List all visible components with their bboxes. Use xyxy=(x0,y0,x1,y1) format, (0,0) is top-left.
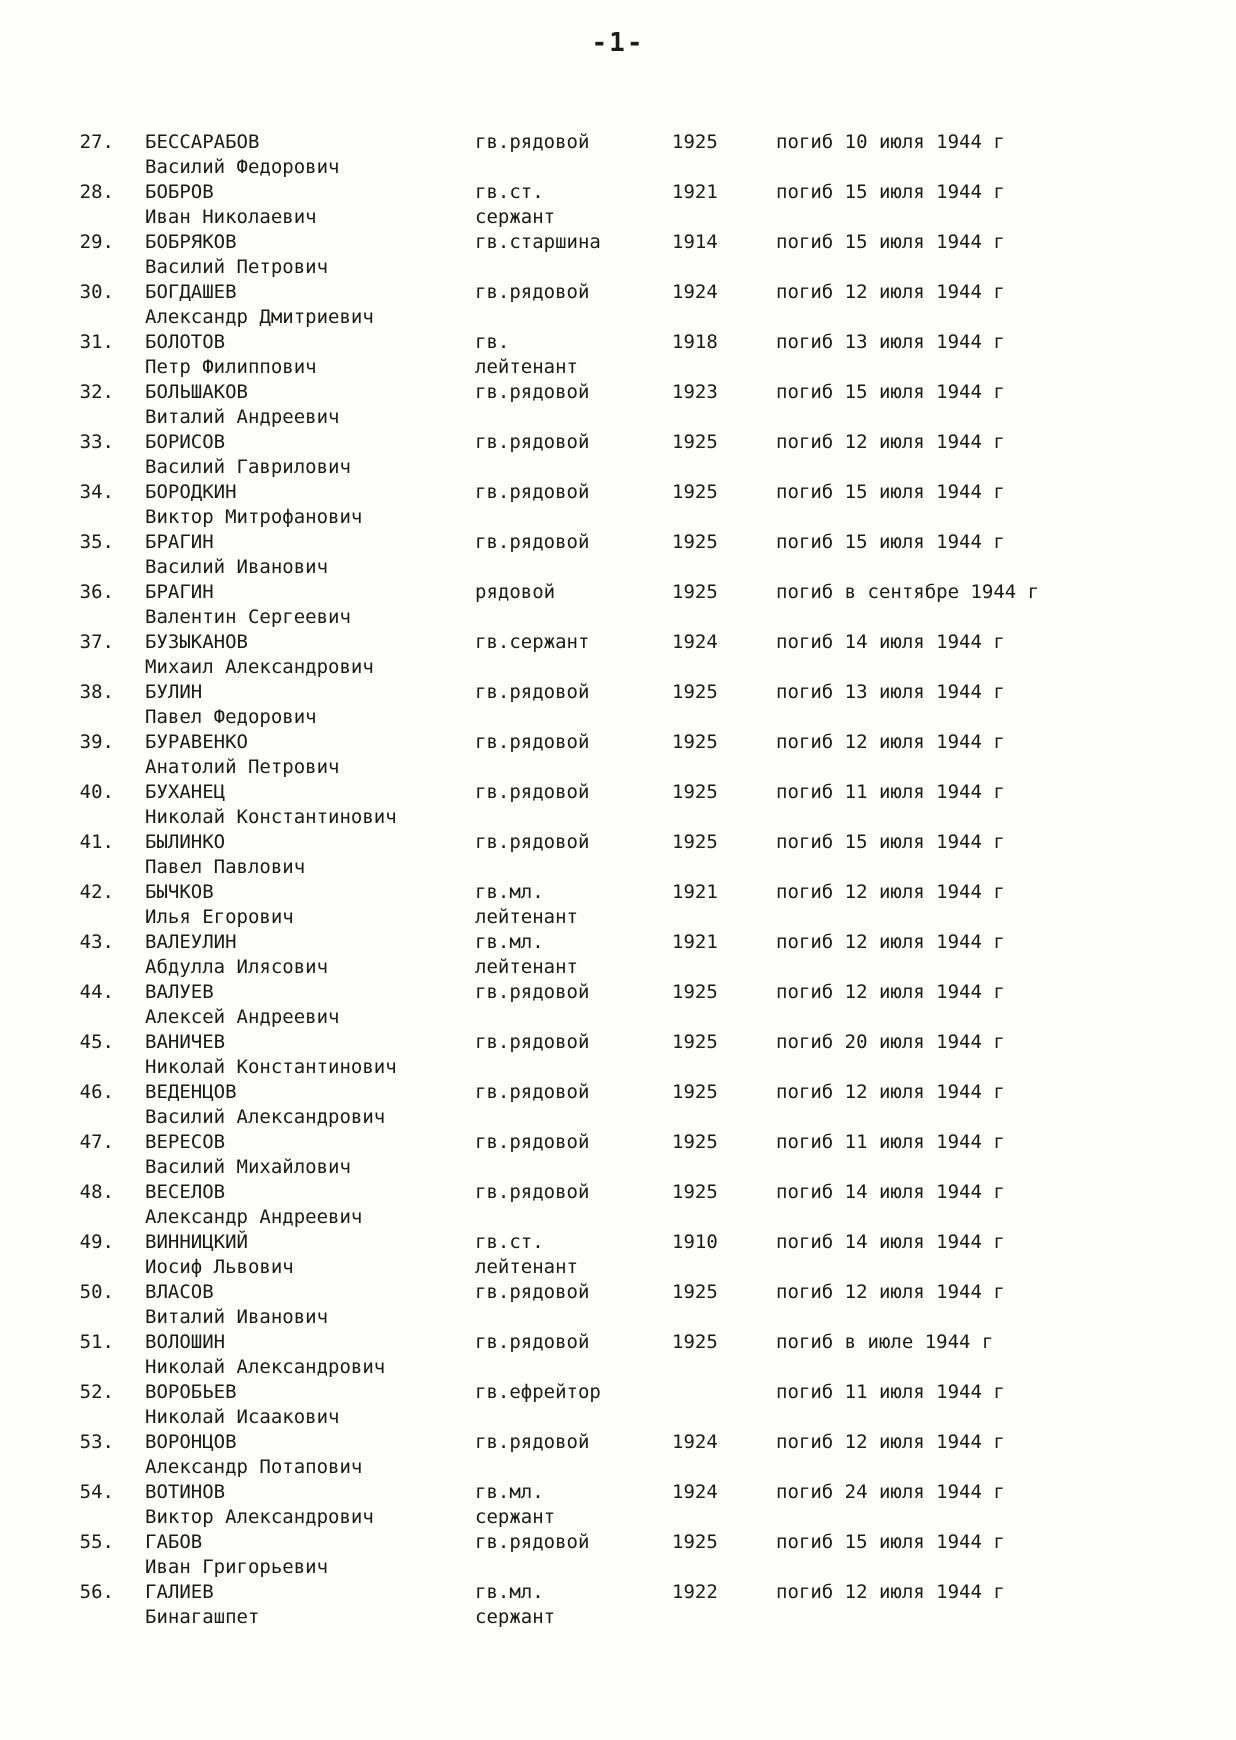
list-item xyxy=(0,580,1236,630)
entry-rank: гв.рядовой xyxy=(475,831,590,853)
entry-fate: погиб 12 июля 1944 г xyxy=(776,281,1005,303)
entry-fate: погиб 12 июля 1944 г xyxy=(776,1081,1005,1103)
list-item xyxy=(0,1080,1236,1130)
entry-rank: гв.рядовой xyxy=(475,981,590,1003)
entry-surname: БУЗЫКАНОВ xyxy=(145,631,248,653)
entry-given-names: Петр Филиппович xyxy=(145,356,317,378)
entry-number: 38. xyxy=(79,681,114,703)
entry-rank: гв.рядовой xyxy=(475,1031,590,1053)
entry-rank: гв.мл. xyxy=(475,931,544,953)
entry-number: 51. xyxy=(79,1331,114,1353)
entry-fate: погиб 12 июля 1944 г xyxy=(776,981,1005,1003)
entry-birth-year: 1925 xyxy=(672,981,718,1003)
entry-given-names: Алексей Андреевич xyxy=(145,1006,340,1028)
entry-fate: погиб 14 июля 1944 г xyxy=(776,631,1005,653)
entry-number: 49. xyxy=(79,1231,114,1253)
entry-birth-year: 1925 xyxy=(672,1281,718,1303)
entry-rank: гв.рядовой xyxy=(475,1131,590,1153)
list-item xyxy=(0,1430,1236,1480)
entry-rank: гв.старшина xyxy=(475,231,601,253)
entry-fate: погиб 13 июля 1944 г xyxy=(776,331,1005,353)
entry-birth-year: 1925 xyxy=(672,831,718,853)
entry-given-names: Абдулла Илясович xyxy=(145,956,329,978)
entry-number: 29. xyxy=(79,231,114,253)
entry-birth-year: 1925 xyxy=(672,481,718,503)
entry-rank: гв.рядовой xyxy=(475,131,590,153)
entry-given-names: Виталий Иванович xyxy=(145,1306,329,1328)
entry-rank: гв.ефрейтор xyxy=(475,1381,601,1403)
entry-given-names: Александр Андреевич xyxy=(145,1206,363,1228)
list-item xyxy=(0,1530,1236,1580)
list-item xyxy=(0,630,1236,680)
entry-number: 36. xyxy=(79,581,114,603)
entry-rank-continued: сержант xyxy=(475,206,556,228)
entry-birth-year: 1925 xyxy=(672,131,718,153)
entry-surname: ВОТИНОВ xyxy=(145,1481,226,1503)
entry-fate: погиб 12 июля 1944 г xyxy=(776,431,1005,453)
list-item xyxy=(0,280,1236,330)
entry-number: 47. xyxy=(79,1131,114,1153)
entry-fate: погиб 13 июля 1944 г xyxy=(776,681,1005,703)
entry-surname: БОРОДКИН xyxy=(145,481,237,503)
entry-birth-year: 1925 xyxy=(672,581,718,603)
entry-rank: гв.рядовой xyxy=(475,531,590,553)
entry-number: 50. xyxy=(79,1281,114,1303)
entry-fate: погиб 14 июля 1944 г xyxy=(776,1231,1005,1253)
entry-fate: погиб в июле 1944 г xyxy=(776,1331,994,1353)
entry-number: 55. xyxy=(79,1531,114,1553)
entry-number: 33. xyxy=(79,431,114,453)
entry-fate: погиб 10 июля 1944 г xyxy=(776,131,1005,153)
list-item xyxy=(0,330,1236,380)
entry-number: 42. xyxy=(79,881,114,903)
entry-given-names: Николай Исаакович xyxy=(145,1406,340,1428)
entry-number: 45. xyxy=(79,1031,114,1053)
entry-number: 35. xyxy=(79,531,114,553)
entry-number: 48. xyxy=(79,1181,114,1203)
entry-given-names: Василий Гаврилович xyxy=(145,456,351,478)
entry-given-names: Бинагашпет xyxy=(145,1606,260,1628)
entry-birth-year: 1925 xyxy=(672,1031,718,1053)
entry-number: 34. xyxy=(79,481,114,503)
entry-given-names: Александр Дмитриевич xyxy=(145,306,374,328)
entry-surname: ВЕРЕСОВ xyxy=(145,1131,226,1153)
list-item xyxy=(0,130,1236,180)
entry-number: 53. xyxy=(79,1431,114,1453)
entry-given-names: Виктор Александрович xyxy=(145,1506,374,1528)
entry-birth-year: 1925 xyxy=(672,731,718,753)
entry-rank: гв.рядовой xyxy=(475,1081,590,1103)
entry-given-names: Иван Григорьевич xyxy=(145,1556,329,1578)
entry-number: 46. xyxy=(79,1081,114,1103)
list-item xyxy=(0,880,1236,930)
list-item xyxy=(0,1380,1236,1430)
entry-surname: ВАЛУЕВ xyxy=(145,981,214,1003)
entry-fate: погиб 15 июля 1944 г xyxy=(776,181,1005,203)
list-item xyxy=(0,680,1236,730)
entry-birth-year: 1924 xyxy=(672,1481,718,1503)
entry-rank-continued: лейтенант xyxy=(475,956,578,978)
entry-rank: гв.рядовой xyxy=(475,731,590,753)
entry-rank: гв.сержант xyxy=(475,631,590,653)
entry-rank: гв.рядовой xyxy=(475,681,590,703)
entry-birth-year: 1921 xyxy=(672,181,718,203)
list-item xyxy=(0,930,1236,980)
list-item xyxy=(0,480,1236,530)
list-item xyxy=(0,1030,1236,1080)
entry-fate: погиб 12 июля 1944 г xyxy=(776,931,1005,953)
entry-number: 31. xyxy=(79,331,114,353)
entry-surname: ВИННИЦКИЙ xyxy=(145,1231,248,1253)
entry-given-names: Василий Александрович xyxy=(145,1106,386,1128)
entry-rank: гв.рядовой xyxy=(475,1531,590,1553)
entry-rank: гв.рядовой xyxy=(475,481,590,503)
entry-given-names: Николай Александрович xyxy=(145,1356,386,1378)
entry-given-names: Илья Егорович xyxy=(145,906,294,928)
entry-birth-year: 1921 xyxy=(672,931,718,953)
list-item xyxy=(0,830,1236,880)
entry-fate: погиб 24 июля 1944 г xyxy=(776,1481,1005,1503)
entry-surname: БРАГИН xyxy=(145,531,214,553)
list-item xyxy=(0,980,1236,1030)
entry-fate: погиб 12 июля 1944 г xyxy=(776,731,1005,753)
entry-fate: погиб 15 июля 1944 г xyxy=(776,531,1005,553)
entry-fate: погиб 12 июля 1944 г xyxy=(776,1281,1005,1303)
entry-birth-year: 1910 xyxy=(672,1231,718,1253)
entry-number: 32. xyxy=(79,381,114,403)
entry-rank: гв.мл. xyxy=(475,1481,544,1503)
entry-given-names: Николай Константинович xyxy=(145,1056,397,1078)
list-item xyxy=(0,1330,1236,1380)
entry-rank: гв.рядовой xyxy=(475,381,590,403)
list-item xyxy=(0,1480,1236,1530)
list-item xyxy=(0,730,1236,780)
entry-fate: погиб 11 июля 1944 г xyxy=(776,1381,1005,1403)
entry-rank-continued: лейтенант xyxy=(475,1256,578,1278)
entry-birth-year: 1924 xyxy=(672,281,718,303)
entry-given-names: Александр Потапович xyxy=(145,1456,363,1478)
entry-fate: погиб 15 июля 1944 г xyxy=(776,1531,1005,1553)
entry-fate: погиб 20 июля 1944 г xyxy=(776,1031,1005,1053)
entry-rank-continued: лейтенант xyxy=(475,356,578,378)
entry-surname: ВОРОНЦОВ xyxy=(145,1431,237,1453)
entry-given-names: Иван Николаевич xyxy=(145,206,317,228)
entry-surname: ВОРОБЬЕВ xyxy=(145,1381,237,1403)
entry-number: 27. xyxy=(79,131,114,153)
entry-birth-year: 1925 xyxy=(672,1531,718,1553)
entry-rank-continued: сержант xyxy=(475,1606,556,1628)
entry-number: 56. xyxy=(79,1581,114,1603)
entry-surname: БУРАВЕНКО xyxy=(145,731,248,753)
entry-number: 30. xyxy=(79,281,114,303)
list-item xyxy=(0,430,1236,480)
entry-surname: ВАНИЧЕВ xyxy=(145,1031,226,1053)
entry-given-names: Павел Федорович xyxy=(145,706,317,728)
entry-birth-year: 1925 xyxy=(672,681,718,703)
entry-rank: рядовой xyxy=(475,581,556,603)
entry-rank: гв.ст. xyxy=(475,1231,544,1253)
list-item xyxy=(0,1130,1236,1180)
entry-rank: гв.рядовой xyxy=(475,1431,590,1453)
entry-surname: ГАБОВ xyxy=(145,1531,203,1553)
list-item xyxy=(0,530,1236,580)
entry-surname: БОЛЬШАКОВ xyxy=(145,381,248,403)
entry-surname: ВЕСЕЛОВ xyxy=(145,1181,226,1203)
entry-given-names: Иосиф Львович xyxy=(145,1256,294,1278)
casualty-list xyxy=(0,130,1236,1630)
entry-fate: погиб 15 июля 1944 г xyxy=(776,481,1005,503)
entry-fate: погиб 15 июля 1944 г xyxy=(776,381,1005,403)
list-item xyxy=(0,1580,1236,1630)
entry-given-names: Михаил Александрович xyxy=(145,656,374,678)
entry-fate: погиб 14 июля 1944 г xyxy=(776,1181,1005,1203)
entry-birth-year: 1914 xyxy=(672,231,718,253)
entry-surname: БУХАНЕЦ xyxy=(145,781,226,803)
entry-given-names: Валентин Сергеевич xyxy=(145,606,351,628)
entry-given-names: Виталий Андреевич xyxy=(145,406,340,428)
entry-fate: погиб 11 июля 1944 г xyxy=(776,1131,1005,1153)
list-item xyxy=(0,1280,1236,1330)
entry-birth-year: 1925 xyxy=(672,1131,718,1153)
entry-number: 52. xyxy=(79,1381,114,1403)
entry-birth-year: 1925 xyxy=(672,1081,718,1103)
entry-rank: гв.рядовой xyxy=(475,431,590,453)
entry-birth-year: 1925 xyxy=(672,1331,718,1353)
entry-rank: гв.рядовой xyxy=(475,1181,590,1203)
entry-birth-year: 1924 xyxy=(672,1431,718,1453)
list-item xyxy=(0,1230,1236,1280)
entry-surname: БОГДАШЕВ xyxy=(145,281,237,303)
entry-given-names: Василий Петрович xyxy=(145,256,329,278)
entry-given-names: Анатолий Петрович xyxy=(145,756,340,778)
entry-number: 43. xyxy=(79,931,114,953)
entry-number: 37. xyxy=(79,631,114,653)
entry-birth-year: 1924 xyxy=(672,631,718,653)
list-item xyxy=(0,180,1236,230)
entry-surname: БЫЛИНКО xyxy=(145,831,226,853)
entry-number: 28. xyxy=(79,181,114,203)
entry-birth-year: 1921 xyxy=(672,881,718,903)
entry-surname: БУЛИН xyxy=(145,681,203,703)
entry-birth-year: 1925 xyxy=(672,531,718,553)
entry-number: 40. xyxy=(79,781,114,803)
entry-given-names: Василий Иванович xyxy=(145,556,329,578)
entry-birth-year: 1925 xyxy=(672,431,718,453)
entry-rank: гв.мл. xyxy=(475,881,544,903)
entry-birth-year: 1925 xyxy=(672,1181,718,1203)
entry-number: 54. xyxy=(79,1481,114,1503)
list-item xyxy=(0,230,1236,280)
entry-fate: погиб 12 июля 1944 г xyxy=(776,1431,1005,1453)
entry-number: 41. xyxy=(79,831,114,853)
entry-rank: гв. xyxy=(475,331,510,353)
entry-fate: погиб 15 июля 1944 г xyxy=(776,231,1005,253)
entry-given-names: Виктор Митрофанович xyxy=(145,506,363,528)
entry-rank-continued: сержант xyxy=(475,1506,556,1528)
entry-fate: погиб в сентябре 1944 г xyxy=(776,581,1040,603)
entry-surname: БОЛОТОВ xyxy=(145,331,226,353)
entry-surname: БОБРОВ xyxy=(145,181,214,203)
entry-surname: БЕССАРАБОВ xyxy=(145,131,260,153)
entry-rank: гв.мл. xyxy=(475,1581,544,1603)
entry-surname: ВЕДЕНЦОВ xyxy=(145,1081,237,1103)
entry-fate: погиб 11 июля 1944 г xyxy=(776,781,1005,803)
entry-birth-year: 1922 xyxy=(672,1581,718,1603)
list-item xyxy=(0,1180,1236,1230)
entry-fate: погиб 12 июля 1944 г xyxy=(776,1581,1005,1603)
entry-surname: ВАЛЕУЛИН xyxy=(145,931,237,953)
entry-surname: ВОЛОШИН xyxy=(145,1331,226,1353)
entry-rank-continued: лейтенант xyxy=(475,906,578,928)
entry-surname: БРАГИН xyxy=(145,581,214,603)
entry-given-names: Павел Павлович xyxy=(145,856,306,878)
entry-birth-year: 1923 xyxy=(672,381,718,403)
entry-birth-year: 1925 xyxy=(672,781,718,803)
entry-number: 44. xyxy=(79,981,114,1003)
entry-surname: ВЛАСОВ xyxy=(145,1281,214,1303)
entry-surname: ГАЛИЕВ xyxy=(145,1581,214,1603)
entry-surname: БОРИСОВ xyxy=(145,431,226,453)
entry-birth-year: 1918 xyxy=(672,331,718,353)
entry-rank: гв.рядовой xyxy=(475,781,590,803)
entry-surname: БОБРЯКОВ xyxy=(145,231,237,253)
entry-fate: погиб 12 июля 1944 г xyxy=(776,881,1005,903)
entry-given-names: Василий Федорович xyxy=(145,156,340,178)
entry-given-names: Василий Михайлович xyxy=(145,1156,351,1178)
list-item xyxy=(0,380,1236,430)
entry-rank: гв.ст. xyxy=(475,181,544,203)
entry-rank: гв.рядовой xyxy=(475,1331,590,1353)
entry-number: 39. xyxy=(79,731,114,753)
entry-given-names: Николай Константинович xyxy=(145,806,397,828)
page-number: -1- xyxy=(591,28,645,58)
entry-rank: гв.рядовой xyxy=(475,281,590,303)
entry-surname: БЫЧКОВ xyxy=(145,881,214,903)
entry-rank: гв.рядовой xyxy=(475,1281,590,1303)
list-item xyxy=(0,780,1236,830)
entry-fate: погиб 15 июля 1944 г xyxy=(776,831,1005,853)
